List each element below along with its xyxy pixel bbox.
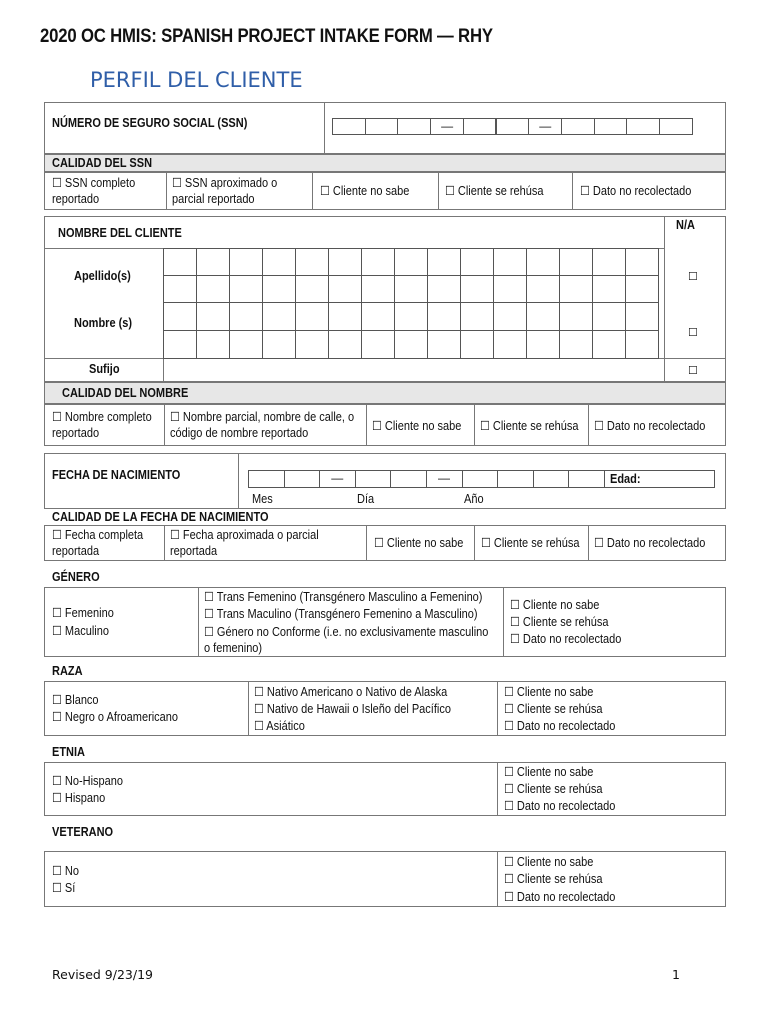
first-name-grid-cell[interactable] — [163, 330, 197, 359]
ssn-digit-cell[interactable] — [332, 118, 366, 135]
ssn-label: NÚMERO DE SEGURO SOCIAL (SSN) — [52, 116, 248, 130]
last-name-grid-cell[interactable] — [526, 275, 560, 303]
last-name-grid-cell[interactable] — [460, 248, 494, 276]
first-name-grid-cell[interactable] — [394, 330, 428, 359]
dob-quality-not-collected[interactable]: ☐ Dato no recolectado — [594, 536, 706, 550]
dob-digit-cell[interactable] — [284, 470, 321, 488]
day-label: Día — [357, 492, 375, 506]
ethnicity-refused[interactable]: ☐ Cliente se rehúsa — [504, 782, 603, 796]
suffix-label: Sufijo — [89, 362, 120, 376]
page-title: 2020 OC HMIS: SPANISH PROJECT INTAKE FORM — RHY — [40, 26, 493, 47]
first-name-grid-cell[interactable] — [196, 302, 230, 331]
first-name-grid-cell[interactable] — [493, 330, 527, 359]
last-name-grid-cell[interactable] — [592, 275, 626, 303]
last-name-grid-cell[interactable] — [493, 275, 527, 303]
dob-quality-partial[interactable]: ☐ Fecha aproximada o parcial reportada — [170, 528, 319, 558]
last-name-grid-cell[interactable] — [328, 248, 362, 276]
ssn-quality-refused[interactable]: ☐ Cliente se rehúsa — [445, 184, 544, 198]
dob-digit-cell[interactable] — [497, 470, 534, 488]
gender-non-conforming[interactable]: ☐ Género no Conforme (i.e. no exclusivamente masculino o femenino) — [204, 625, 489, 655]
last-name-grid-cell[interactable] — [526, 248, 560, 276]
first-name-grid-cell[interactable] — [229, 330, 263, 359]
first-name-label: Nombre (s) — [74, 316, 133, 330]
last-name-grid-cell[interactable] — [262, 248, 296, 276]
veteran-not-collected[interactable]: ☐ Dato no recolectado — [504, 890, 616, 904]
race-label: RAZA — [52, 664, 83, 678]
first-name-grid-cell[interactable] — [559, 330, 593, 359]
last-name-na-checkbox[interactable]: ☐ — [688, 271, 698, 283]
last-name-grid-cell[interactable] — [295, 248, 329, 276]
first-name-na-checkbox[interactable]: ☐ — [688, 327, 698, 339]
ssn-digit-cell[interactable] — [659, 118, 693, 135]
last-name-grid-cell[interactable] — [559, 248, 593, 276]
ssn-quality-dont-know[interactable]: ☐ Cliente no sabe — [320, 184, 410, 198]
dob-digit-cell[interactable] — [533, 470, 570, 488]
dob-digit-cell[interactable] — [248, 470, 285, 488]
race-white[interactable]: ☐ Blanco — [52, 693, 99, 707]
first-name-grid-cell[interactable] — [427, 330, 461, 359]
na-label: N/A — [676, 218, 695, 232]
name-quality-dont-know[interactable]: ☐ Cliente no sabe — [372, 419, 462, 433]
ethnicity-non-hispanic[interactable]: ☐ No-Hispano — [52, 774, 124, 788]
ethnicity-dont-know[interactable]: ☐ Cliente no sabe — [504, 765, 594, 779]
first-name-grid-cell[interactable] — [559, 302, 593, 331]
ethnicity-hispanic[interactable]: ☐ Hispano — [52, 791, 106, 805]
dob-digit-cell[interactable] — [355, 470, 392, 488]
race-native-american[interactable]: ☐ Nativo Americano o Nativo de Alaska — [254, 685, 448, 699]
dash-glyph: — — [539, 119, 552, 133]
ssn-dash-cell — [430, 118, 464, 135]
last-name-grid-cell[interactable] — [361, 275, 395, 303]
veteran-refused[interactable]: ☐ Cliente se rehúsa — [504, 872, 603, 886]
ssn-digit-cell[interactable] — [626, 118, 660, 135]
first-name-grid-cell[interactable] — [163, 302, 197, 331]
suffix-na-checkbox[interactable]: ☐ — [688, 365, 698, 377]
veteran-no[interactable]: ☐ No — [52, 864, 79, 878]
last-name-grid-cell[interactable] — [394, 275, 428, 303]
first-name-grid-cell[interactable] — [460, 330, 494, 359]
first-name-grid-cell[interactable] — [526, 330, 560, 359]
first-name-grid-cell[interactable] — [361, 330, 395, 359]
last-name-grid-cell[interactable] — [295, 275, 329, 303]
dob-dash-cell — [426, 470, 463, 488]
revised-date: Revised 9/23/19 — [52, 967, 153, 982]
race-not-collected[interactable]: ☐ Dato no recolectado — [504, 719, 616, 733]
gender-female[interactable]: ☐ Femenino — [52, 606, 114, 620]
ssn-digit-cell[interactable] — [561, 118, 595, 135]
ssn-digit-cell[interactable] — [397, 118, 431, 135]
first-name-grid-cell[interactable] — [394, 302, 428, 331]
first-name-grid-cell[interactable] — [295, 302, 329, 331]
page-number: 1 — [672, 967, 680, 982]
ethnicity-label: ETNIA — [52, 745, 85, 759]
first-name-grid-cell[interactable] — [625, 302, 659, 331]
ssn-quality-not-collected[interactable]: ☐ Dato no recolectado — [580, 184, 692, 198]
gender-not-collected[interactable]: ☐ Dato no recolectado — [510, 632, 622, 646]
last-name-grid-cell[interactable] — [229, 248, 263, 276]
ssn-digit-cell[interactable] — [594, 118, 628, 135]
first-name-grid-cell[interactable] — [592, 330, 626, 359]
first-name-grid-cell[interactable] — [262, 330, 296, 359]
veteran-options — [44, 851, 726, 907]
veteran-dont-know[interactable]: ☐ Cliente no sabe — [504, 855, 594, 869]
dob-digit-cell[interactable] — [390, 470, 427, 488]
gender-trans-male[interactable]: ☐ Trans Maculino (Transgénero Femenino a Masculino) — [204, 607, 478, 621]
first-name-grid-cell[interactable] — [592, 302, 626, 331]
gender-trans-female[interactable]: ☐ Trans Femenino (Transgénero Masculino a Femenino) — [204, 590, 483, 604]
first-name-grid-cell[interactable] — [361, 302, 395, 331]
name-quality-refused[interactable]: ☐ Cliente se rehúsa — [480, 419, 579, 433]
dash-glyph: — — [438, 471, 450, 485]
race-dont-know[interactable]: ☐ Cliente no sabe — [504, 685, 594, 699]
gender-label: GÉNERO — [52, 570, 100, 584]
veteran-yes[interactable]: ☐ Sí — [52, 881, 76, 895]
ssn-quality-label: CALIDAD DEL SSN — [52, 156, 153, 170]
last-name-grid-cell[interactable] — [427, 248, 461, 276]
last-name-grid-cell[interactable] — [163, 275, 197, 303]
ssn-digit-cell[interactable] — [365, 118, 399, 135]
last-name-grid-cell[interactable] — [394, 248, 428, 276]
race-refused[interactable]: ☐ Cliente se rehúsa — [504, 702, 603, 716]
dob-quality-label: CALIDAD DE LA FECHA DE NACIMIENTO — [52, 510, 269, 524]
last-name-grid-cell[interactable] — [559, 275, 593, 303]
gender-refused[interactable]: ☐ Cliente se rehúsa — [510, 615, 609, 629]
age-label: Edad: — [610, 472, 641, 486]
year-label: Año — [464, 492, 484, 506]
last-name-grid-cell[interactable] — [262, 275, 296, 303]
veteran-label: VETERANO — [52, 825, 114, 839]
last-name-grid-cell[interactable] — [229, 275, 263, 303]
gender-dont-know[interactable]: ☐ Cliente no sabe — [510, 598, 600, 612]
dob-quality-full[interactable]: ☐ Fecha completa reportada — [52, 528, 144, 558]
dob-quality-refused[interactable]: ☐ Cliente se rehúsa — [481, 536, 580, 550]
name-quality-partial[interactable]: ☐ Nombre parcial, nombre de calle, o código de nombre reportado — [170, 410, 355, 440]
ssn-dash-cell — [528, 118, 562, 135]
last-name-grid-cell[interactable] — [427, 275, 461, 303]
dash-glyph: — — [441, 119, 454, 133]
last-name-label: Apellido(s) — [74, 269, 131, 283]
last-name-grid-cell[interactable] — [493, 248, 527, 276]
race-asian[interactable]: ☐ Asiático — [254, 719, 305, 733]
name-quality-full[interactable]: ☐ Nombre completo reportado — [52, 410, 152, 440]
ssn-digit-cell[interactable] — [463, 118, 497, 135]
first-name-grid-cell[interactable] — [460, 302, 494, 331]
last-name-grid-cell[interactable] — [625, 248, 659, 276]
last-name-grid-cell[interactable] — [592, 248, 626, 276]
last-name-grid-cell[interactable] — [460, 275, 494, 303]
last-name-grid-cell[interactable] — [361, 248, 395, 276]
dob-label: FECHA DE NACIMIENTO — [52, 468, 181, 482]
gender-male[interactable]: ☐ Maculino — [52, 624, 109, 638]
name-quality-not-collected[interactable]: ☐ Dato no recolectado — [594, 419, 706, 433]
first-name-grid-cell[interactable] — [229, 302, 263, 331]
first-name-grid-cell[interactable] — [328, 330, 362, 359]
first-name-grid-cell[interactable] — [262, 302, 296, 331]
section-title: PERFIL DEL CLIENTE — [90, 68, 303, 92]
race-black[interactable]: ☐ Negro o Afroamericano — [52, 710, 179, 724]
last-name-grid-cell[interactable] — [196, 275, 230, 303]
ethnicity-not-collected[interactable]: ☐ Dato no recolectado — [504, 799, 616, 813]
race-pacific-islander[interactable]: ☐ Nativo de Hawaii o Isleño del Pacífico — [254, 702, 451, 716]
ssn-quality-partial[interactable]: ☐ SSN aproximado o parcial reportado — [172, 176, 278, 206]
first-name-grid-cell[interactable] — [526, 302, 560, 331]
dob-dash-cell — [319, 470, 356, 488]
month-label: Mes — [252, 492, 273, 506]
first-name-grid-cell[interactable] — [625, 330, 659, 359]
last-name-grid-cell[interactable] — [328, 275, 362, 303]
first-name-grid-cell[interactable] — [427, 302, 461, 331]
first-name-grid-cell[interactable] — [196, 330, 230, 359]
last-name-grid-cell[interactable] — [625, 275, 659, 303]
dob-digit-cell[interactable] — [462, 470, 499, 488]
client-name-label: NOMBRE DEL CLIENTE — [58, 226, 182, 240]
first-name-grid-cell[interactable] — [295, 330, 329, 359]
dob-quality-dont-know[interactable]: ☐ Cliente no sabe — [374, 536, 464, 550]
dash-glyph: — — [331, 471, 344, 485]
ethnicity-options — [44, 762, 726, 816]
last-name-grid-cell[interactable] — [163, 248, 197, 276]
first-name-grid-cell[interactable] — [328, 302, 362, 331]
ssn-digit-cell[interactable] — [496, 118, 530, 135]
first-name-grid-cell[interactable] — [493, 302, 527, 331]
name-quality-label: CALIDAD DEL NOMBRE — [62, 386, 189, 400]
last-name-grid-cell[interactable] — [196, 248, 230, 276]
dob-digit-cell[interactable] — [568, 470, 605, 488]
ssn-quality-full[interactable]: ☐ SSN completo reportado — [52, 176, 136, 206]
